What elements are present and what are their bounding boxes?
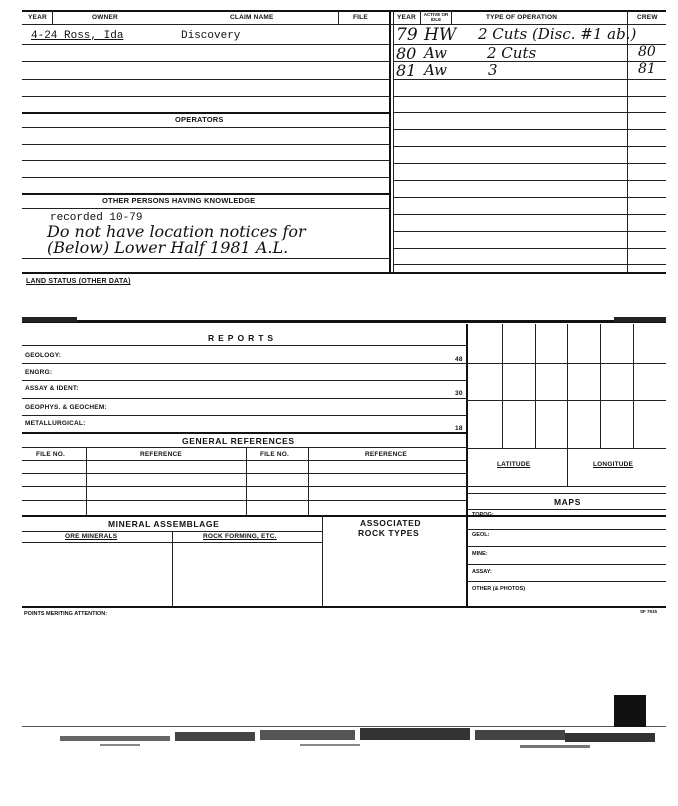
other-persons-title: OTHER PERSONS HAVING KNOWLEDGE (102, 196, 256, 205)
header-active-idle: ACTIVE OR IDLE (423, 12, 449, 22)
report-metallurgical-num: 18 (455, 425, 463, 432)
op-2-year: 80 (396, 44, 417, 63)
op-3-type: 3 (488, 61, 498, 79)
header-type-operation: TYPE OF OPERATION (486, 14, 558, 21)
op-1-status: HW (424, 25, 457, 45)
gr-file-no-2: FILE NO. (260, 451, 290, 458)
maps-mine: MINE: (472, 551, 488, 557)
maps-assay: ASSAY: (472, 569, 492, 575)
recorded-entry: recorded 10-79 (50, 212, 143, 224)
operators-title: OPERATORS (175, 115, 224, 124)
ore-minerals-label: ORE MINERALS (65, 533, 118, 540)
op-1-year: 79 (396, 25, 418, 45)
land-status-label: LAND STATUS (OTHER DATA) (26, 278, 131, 285)
op-3-crew: 81 (638, 61, 656, 77)
rock-forming-label: ROCK FORMING, ETC. (203, 533, 277, 540)
op-2-type: 2 Cuts (487, 44, 537, 62)
form-code: SF 7915 (640, 609, 658, 614)
reports-title: REPORTS (208, 333, 278, 343)
points-meriting-attention: POINTS MERITING ATTENTION: (24, 611, 108, 617)
header-year-right: YEAR (397, 14, 416, 21)
associated-label: ASSOCIATED (360, 518, 422, 528)
header-year: YEAR (28, 14, 47, 21)
general-references-title: GENERAL REFERENCES (182, 436, 295, 446)
claim-name-entry: Discovery (181, 30, 241, 42)
maps-topog: TOPOG: (472, 512, 494, 518)
gr-reference-1: REFERENCE (140, 451, 182, 458)
op-3-status: Aw (424, 61, 447, 79)
maps-other: OTHER (& PHOTOS) (472, 586, 526, 592)
header-file: FILE (353, 14, 368, 21)
report-assay: ASSAY & IDENT: (25, 385, 79, 392)
mineral-assemblage-title: MINERAL ASSEMBLAGE (108, 519, 220, 529)
header-crew: CREW (637, 14, 658, 21)
report-geology: GEOLOGY: (25, 352, 62, 359)
op-3-year: 81 (396, 61, 417, 80)
header-claim-name: CLAIM NAME (230, 14, 274, 21)
longitude-label: LONGITUDE (593, 461, 634, 468)
handwritten-note-line-1: Do not have location notices for (47, 222, 306, 241)
header-owner: OWNER (92, 14, 118, 21)
op-1-type: 2 Cuts (Disc. #1 ab.) (478, 25, 637, 43)
report-geology-num: 48 (455, 356, 463, 363)
handwritten-note-line-2: (Below) Lower Half 1981 A.L. (47, 238, 289, 257)
rock-types-label: ROCK TYPES (358, 528, 420, 538)
op-2-status: Aw (424, 44, 447, 62)
claim-owner-entry: 4-24 Ross, Ida (31, 30, 124, 42)
op-2-crew: 80 (638, 44, 656, 60)
gr-reference-2: REFERENCE (365, 451, 407, 458)
report-engrg: ENGRG: (25, 369, 53, 376)
report-geophys: GEOPHYS. & GEOCHEM: (25, 404, 107, 411)
maps-geol: GEOL: (472, 532, 490, 538)
gr-file-no-1: FILE NO. (36, 451, 66, 458)
latitude-label: LATITUDE (497, 461, 531, 468)
report-assay-num: 30 (455, 390, 463, 397)
maps-title: MAPS (554, 497, 581, 507)
report-metallurgical: METALLURGICAL: (25, 420, 86, 427)
